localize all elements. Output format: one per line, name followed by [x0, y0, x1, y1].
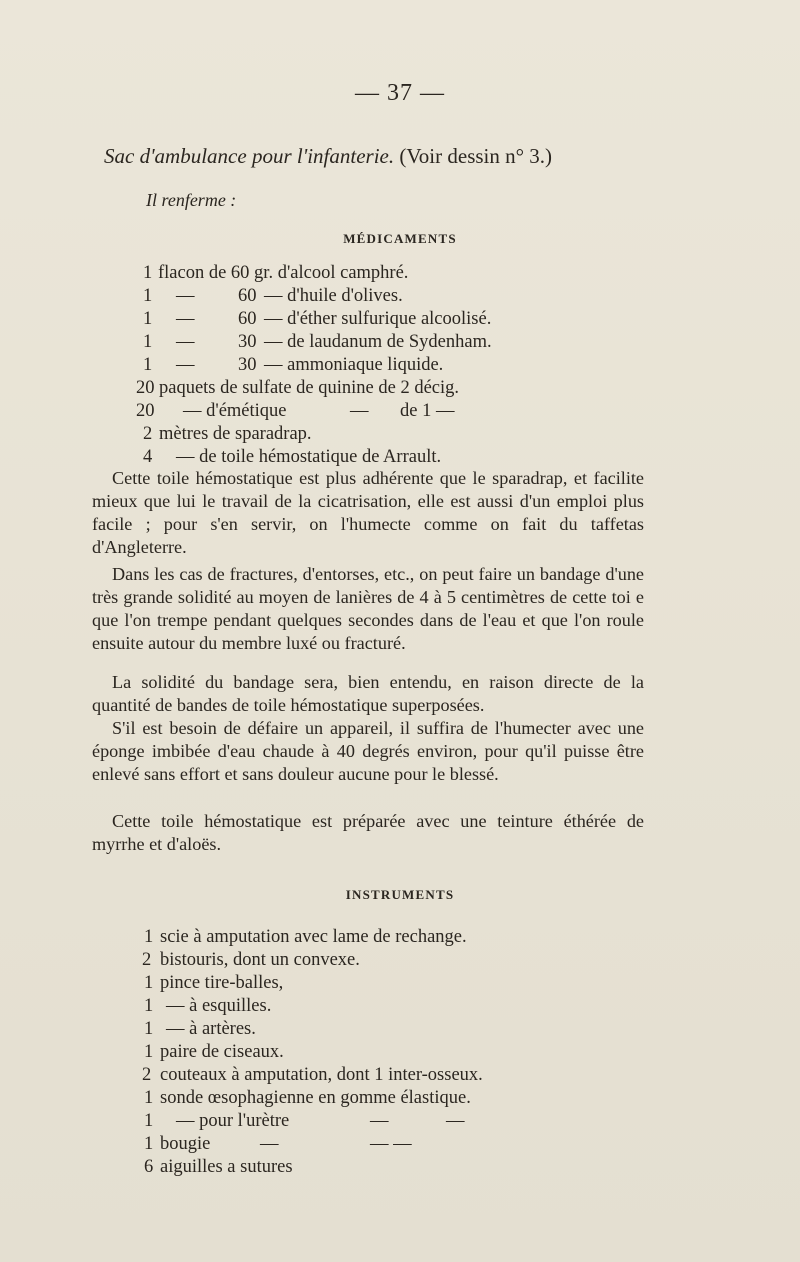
item-description: — pour l'urètre	[176, 1111, 290, 1131]
item-quantity: 1	[144, 927, 154, 947]
item-quantity: 1	[144, 1042, 154, 1062]
item-description: — d'éther sulfurique alcoolisé.	[264, 309, 492, 329]
item-quantity: 1	[144, 973, 154, 993]
item-quantity: 4	[143, 447, 153, 467]
item-description: paquets de sulfate de quinine de 2 décig.	[159, 378, 460, 398]
item-quantity: 20	[136, 401, 155, 421]
item-quantity: 6	[144, 1157, 154, 1177]
item-description: — à esquilles.	[166, 996, 272, 1016]
page-number: — 37 —	[355, 80, 445, 106]
item-quantity: 2	[142, 950, 152, 970]
item-description: — d'huile d'olives.	[264, 286, 403, 306]
medicaments-heading: MÉDICAMENTS	[343, 231, 457, 246]
paragraph: S'il est besoin de défaire un appareil, il suffira de l'humecter avec une éponge imbibée d'eau chaude à 40 degrés environ, pour qu'il puisse être enlevé sans effort et sans douleur aucune pour le blessé.	[92, 718, 644, 784]
instruments-heading: INSTRUMENTS	[345, 887, 455, 902]
item-description: scie à amputation avec lame de rechange.	[160, 927, 467, 947]
item-description: couteaux à amputation, dont 1 inter-osseux.	[160, 1065, 483, 1085]
item-description: — ammoniaque liquide.	[264, 355, 444, 375]
section-title-italic: Sac d'ambulance pour l'infanterie.	[104, 144, 395, 168]
item-ditto: —	[176, 286, 195, 306]
item-description: pince tire-balles,	[160, 973, 284, 993]
item-quantity: 1	[144, 1019, 154, 1039]
item-ditto: —	[176, 309, 195, 329]
item-ditto: —	[260, 1134, 279, 1154]
item-dose: de 1 —	[400, 401, 455, 421]
item-quantity: 1	[144, 1111, 154, 1131]
item-ditto: —	[176, 355, 195, 375]
item-ditto: —	[446, 1111, 465, 1131]
paragraph: La solidité du bandage sera, bien entendu, en raison directe de la quantité de bandes de toile hémostatique superposées.	[92, 672, 644, 715]
item-ditto: — —	[370, 1134, 412, 1154]
item-ditto: —	[370, 1111, 389, 1131]
item-description: — de laudanum de Sydenham.	[264, 332, 492, 352]
item-description: — d'émétique	[183, 401, 287, 421]
item-description: sonde œsophagienne en gomme élastique.	[160, 1088, 471, 1108]
item-quantity: 1	[143, 286, 153, 306]
item-ditto: —	[350, 401, 369, 421]
item-quantity: 1	[144, 1088, 154, 1108]
item-amount: 30	[238, 355, 257, 375]
paragraph: Dans les cas de fractures, d'entorses, etc., on peut faire un bandage d'une très grande solidité au moyen de lanières de 4 à 5 centimètres de cette toi e que l'on trempe pendant quelques secondes dans de l'eau et que l'on roule ensuite autour du membre luxé ou fracturé.	[92, 564, 644, 653]
item-amount: 30	[238, 332, 257, 352]
section-title-reference: (Voir dessin n° 3.)	[399, 144, 553, 168]
item-description: aiguilles a sutures	[160, 1157, 293, 1177]
item-quantity: 1	[143, 332, 153, 352]
intro-text: Il renferme :	[146, 190, 237, 210]
item-description: mètres de sparadrap.	[159, 424, 312, 444]
paragraph: Cette toile hémostatique est plus adhérente que le sparadrap, et facilite mieux que lui le travail de la cicatrisation, elle est aussi d'un emploi plus facile ; pour s'en servir, on l'humecte comme on fait du taffetas d'Angleterre.	[92, 468, 644, 557]
item-description: bistouris, dont un convexe.	[160, 950, 360, 970]
item-quantity: 20	[136, 378, 155, 398]
item-amount: 60	[238, 286, 257, 306]
item-description: — de toile hémostatique de Arrault.	[176, 447, 442, 467]
item-ditto: —	[176, 332, 195, 352]
item-amount: 60	[238, 309, 257, 329]
paragraph: Cette toile hémostatique est préparée avec une teinture éthérée de myrrhe et d'aloës.	[92, 811, 644, 854]
item-description: bougie	[160, 1134, 211, 1154]
item-description: paire de ciseaux.	[160, 1042, 284, 1062]
item-quantity: 1	[144, 996, 154, 1016]
item-quantity: 2	[142, 1065, 152, 1085]
item-quantity: 1	[144, 1134, 154, 1154]
item-description: — à artères.	[166, 1019, 256, 1039]
item-quantity: 1	[143, 263, 153, 283]
section-title	[104, 144, 552, 169]
item-quantity: 2	[143, 424, 153, 444]
item-quantity: 1	[143, 309, 153, 329]
item-quantity: 1	[143, 355, 153, 375]
item-description: flacon de 60 gr. d'alcool camphré.	[158, 263, 409, 283]
